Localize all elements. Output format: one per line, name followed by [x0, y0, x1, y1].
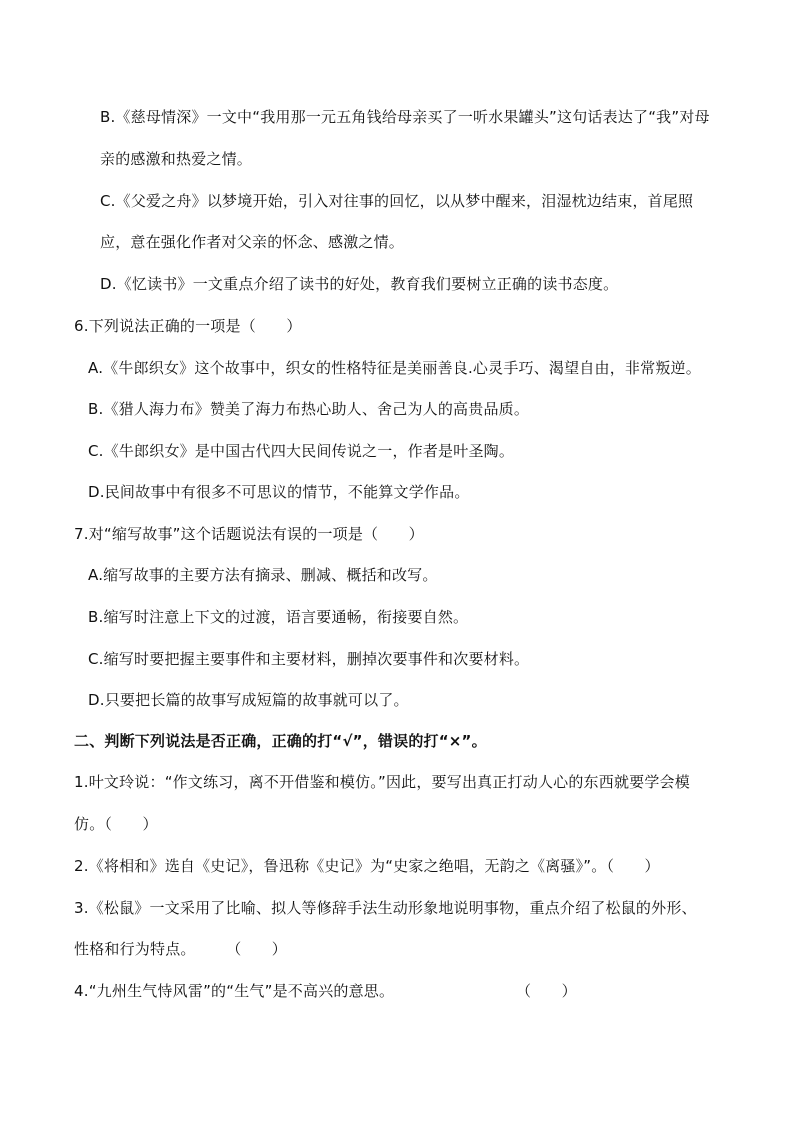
- judgment-4: 4.“九州生气恃风雷”的“生气”是不高兴的意思。 （ ）: [74, 982, 577, 1000]
- judgment-3-line-2: 性格和行为特点。 （ ）: [74, 940, 288, 958]
- q7-option-a: A.缩写故事的主要方法有摘录、删减、概括和改写。: [88, 566, 438, 584]
- q7-option-c: C.缩写时要把握主要事件和主要材料，删掉次要事件和次要材料。: [88, 650, 530, 668]
- q5-option-c-line-2: 应，意在强化作者对父亲的怀念、感激之情。: [100, 233, 405, 251]
- q5-option-b-line-1: B.《慈母情深》一文中“我用那一元五角钱给母亲买了一听水果罐头”这句话表达了“我”对母: [100, 108, 710, 126]
- q5-option-d: D.《忆读书》一文重点介绍了读书的好处，教育我们要树立正确的读书态度。: [100, 275, 619, 293]
- q5-option-b-line-2: 亲的感激和热爱之情。: [100, 150, 253, 168]
- judgment-1-line-2: 仿。（ ）: [74, 815, 158, 833]
- q5-option-c-line-1: C.《父爱之舟》以梦境开始，引入对往事的回忆，以从梦中醒来，泪湿枕边结束，首尾照: [100, 192, 694, 210]
- q7-option-b: B.缩写时注意上下文的过渡，语言要通畅，衔接要自然。: [88, 608, 469, 626]
- question-6: 6.下列说法正确的一项是（ ）: [74, 317, 302, 335]
- q7-option-d: D.只要把长篇的故事写成短篇的故事就可以了。: [88, 691, 409, 709]
- q6-option-c: C.《牛郎织女》是中国古代四大民间传说之一，作者是叶圣陶。: [88, 442, 515, 460]
- judgment-2: 2.《将相和》选自《史记》，鲁迅称《史记》为“史家之绝唱，无韵之《离骚》”。（ ）: [74, 857, 660, 875]
- section-2-heading: 二、判断下列说法是否正确，正确的打“√”，错误的打“×”。: [74, 732, 487, 750]
- judgment-3-line-1: 3.《松鼠》一文采用了比喻、拟人等修辞手法生动形象地说明事物，重点介绍了松鼠的外形、: [74, 899, 697, 917]
- q6-option-a: A.《牛郎织女》这个故事中，织女的性格特征是美丽善良.心灵手巧、渴望自由，非常叛逆。: [88, 359, 701, 377]
- judgment-1-line-1: 1.叶文玲说：“作文练习，离不开借鉴和模仿。”因此，要写出真正打动人心的东西就要学会模: [74, 773, 690, 791]
- question-7: 7.对“缩写故事”这个话题说法有误的一项是（ ）: [74, 525, 424, 543]
- q6-option-b: B.《猎人海力布》赞美了海力布热心助人、舍己为人的高贵品质。: [88, 400, 530, 418]
- q6-option-d: D.民间故事中有很多不可思议的情节，不能算文学作品。: [88, 483, 470, 501]
